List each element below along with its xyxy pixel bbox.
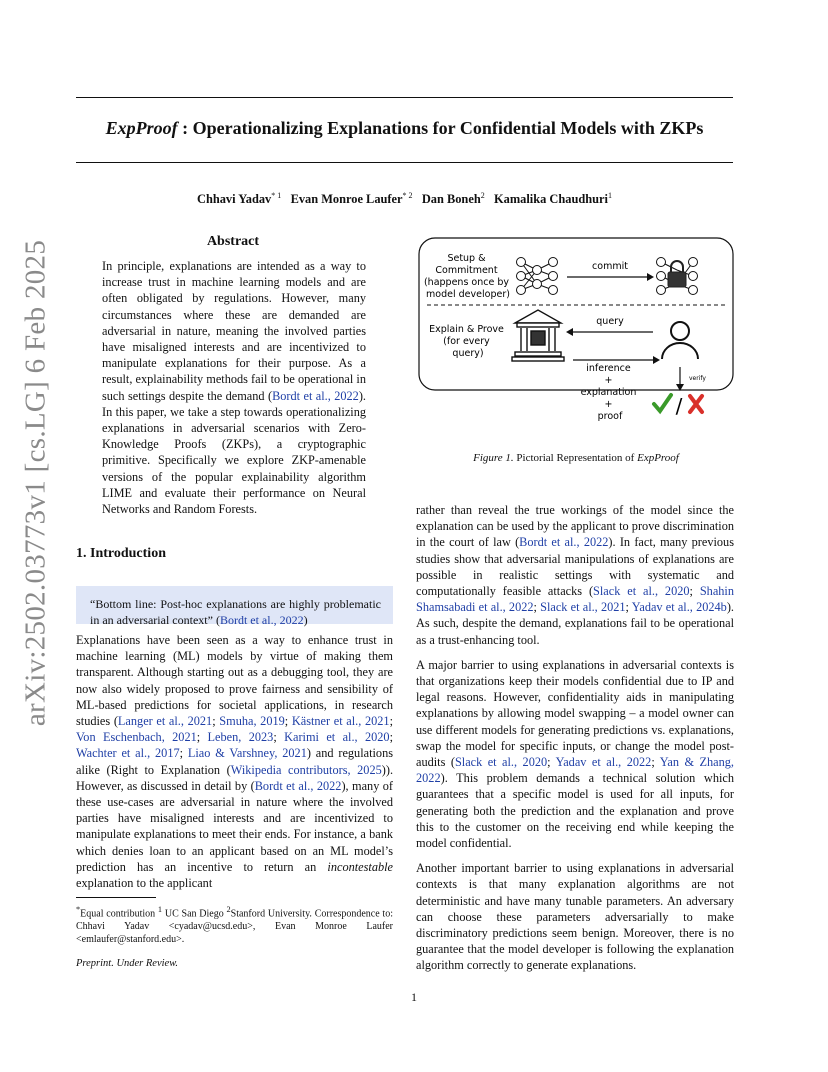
title-italic: ExpProof — [105, 118, 178, 138]
cross-icon — [690, 396, 702, 412]
query-label: query — [596, 316, 624, 327]
author-list — [76, 191, 733, 207]
top-rule — [76, 97, 733, 98]
citation-link[interactable]: Leben, 2023 — [207, 730, 274, 745]
citation-link[interactable]: Bordt et al., 2022 — [272, 388, 359, 403]
abstract-body: In principle, explanations are intended as a way to increase trust in machine learning models and are often obligated by regulations. However, many circumstances where these are demanded are adversarial in nature, meaning the involved parties have misaligned interests and are incentivized to manipulate explanations for their purpose. As a result, explainability methods fail to be operational in such settings despite the demand (Bordt et al., 2022). In this paper, we take a step towards operationalizing explanations in adversarial scenarios with Zero-Knowledge Proofs (ZKPs), a cryptographic primitive. Specifically we explore ZKP-amenable versions of the popular explainability algorithm LIME and evaluate their performance on Neural Networks and Random Forests. — [102, 259, 366, 517]
intro-paragraph: Explanations have been seen as a way to enhance trust in machine learning (ML) models by virtue of making them transparent. Although starting out as a debugging tool, they are now also widely proposed to prove fairness and sensibility of ML-based predictions for societal applications, in research studies (Langer et al., 2021; Smuha, 2019; Kästner et al., 2021; Von Eschenbach, 2021; Leben, 2023; Karimi et al., 2020; Wachter et al., 2017; Liao & Varshney, 2021) and regulations alike (Right to Explanation (Wikipedia contributors, 2025)). However, as discussed in detail by (Bordt et al., 2022), many of these use-cases are adversarial in nature where the involved parties have misaligned interests and are incentivized to manipulate explanations to meet their ends. For instance, a bank which denies loan to an applicant based on an ML model’s prediction has an incentive to return an incontestable explanation to the applicant — [76, 633, 394, 891]
emphasis: incontestable — [327, 859, 393, 874]
setup-label: Setup & Commitment (happens once by model developer) — [423, 253, 510, 300]
right-column-text — [416, 502, 734, 983]
title-rest: : Operationalizing Explanations for Confidential Models with ZKPs — [177, 118, 704, 138]
citation-link[interactable]: Slack et al., 2020 — [593, 584, 690, 599]
intro-paragraph: Another important barrier to using explanations in adversarial contexts is that many explanation algorithms are not deterministic and have many tunable parameters. An adversary can choose these parameters adversarially to make discriminatory predictions seem benign. Moreover, there is no guarantee that the model developer is following the explanation algorithm correctly to generate explanations. — [416, 861, 734, 973]
figure-caption: Figure 1. Pictorial Representation of ExpProof — [473, 452, 679, 464]
commit-arrowhead — [647, 273, 654, 281]
paper-title — [76, 118, 733, 139]
left-column-text — [76, 632, 393, 900]
arxiv-stamp: arXiv:2502.03773v1 [cs.LG] 6 Feb 2025 — [19, 239, 52, 727]
intro-paragraph: rather than reveal the true workings of the model since the explanation can be used by the applicant to prove discrimination in the court of law (Bordt et al., 2022). In fact, many previous studies show that adversarial manipulations of explanations are possible in realistic settings with systematic and computationally feasible attacks (Slack et al., 2020; Shahin Shamsabadi et al., 2022; Slack et al., 2021; Yadav et al., 2024b). As such, despite the demand, explanations fail to be operational as a trust-enhancing tool. — [416, 503, 734, 647]
bank-icon — [512, 310, 564, 361]
query-arrowhead — [566, 328, 573, 336]
response-arrowhead — [653, 356, 660, 364]
quote-box: “Bottom line: Post-hoc explanations are highly problematic in an adversarial context” (Bordt et al., 2022) — [76, 586, 393, 624]
citation-link[interactable]: Bordt et al., 2022 — [219, 612, 304, 627]
citation-link[interactable]: Liao & Varshney, 2021 — [187, 746, 307, 761]
author: Kamalika Chaudhuri$^1$ — [494, 191, 612, 207]
verify-label: verify — [689, 375, 706, 382]
citation-link[interactable]: Karimi et al., 2020 — [284, 730, 390, 745]
citation-link[interactable]: Wachter et al., 2017 — [76, 746, 180, 761]
commit-label: commit — [592, 261, 628, 272]
check-icon — [654, 395, 671, 411]
footnote: *Equal contribution $^1$ UC San Diego $^2$Stanford University. Correspondence to: Chhavi Yadav <cyadav@ucsd.edu>, Evan Monroe Laufer <emlaufer@stanford.edu>. — [76, 905, 393, 946]
citation-link[interactable]: Yadav et al., 2024b — [631, 600, 727, 615]
author: Chhavi Yadav$^{* 1}$ — [197, 191, 282, 207]
citation-link[interactable]: Slack et al., 2020 — [454, 755, 548, 770]
figure-1 — [417, 236, 735, 436]
intro-paragraph: A major barrier to using explanations in adversarial contexts is that organizations keep their models confidential due to IP and legal reasons. However, confidentiality aids in manipulating explanations by allowing model swapping – a model owner can use different models for generating predictions vs. explanations, swap the model for specific inputs, or change the model post-audits (Slack et al., 2020; Yadav et al., 2022; Yan & Zhang, 2022). This problem demands a technical solution which guarantees that a specific model is used for all inputs, for generating both the prediction and the explanation and prove this to the customer on the receiving end while keeping the model confidential. — [416, 657, 734, 851]
response-label: inference + explanation + proof — [580, 363, 637, 422]
title-bottom-rule — [76, 162, 733, 163]
footnote-rule — [76, 897, 156, 898]
citation-link[interactable]: Langer et al., 2021 — [117, 714, 213, 729]
page-number: 1 — [411, 990, 417, 1004]
locked-model-icon — [657, 258, 698, 295]
citation-link[interactable]: Bordt et al., 2022 — [519, 535, 609, 550]
explain-label: Explain & Prove (for every query) — [429, 324, 504, 359]
citation-link[interactable]: Yadav et al., 2022 — [555, 755, 652, 770]
citation-link[interactable]: Shahin Shamsabadi et al., 2022 — [416, 584, 734, 615]
section-heading: 1. Introduction — [76, 546, 166, 561]
neural-net-icon — [517, 258, 558, 295]
user-icon — [662, 322, 698, 359]
abstract-heading: Abstract — [206, 234, 260, 249]
author: Evan Monroe Laufer$^{* 2}$ — [290, 191, 413, 207]
citation-link[interactable]: Von Eschenbach, 2021 — [76, 730, 197, 745]
citation-link[interactable]: Bordt et al., 2022 — [254, 778, 342, 793]
preprint-note: Preprint. Under Review. — [76, 958, 179, 969]
slash-glyph: / — [675, 394, 683, 418]
citation-link[interactable]: Wikipedia contributors, 2025 — [230, 762, 382, 777]
citation-link[interactable]: Kästner et al., 2021 — [291, 714, 390, 729]
citation-link[interactable]: Smuha, 2019 — [219, 714, 285, 729]
citation-link[interactable]: Yan & Zhang, 2022 — [416, 755, 734, 786]
citation-link[interactable]: Slack et al., 2021 — [540, 600, 626, 615]
author: Dan Boneh$^2$ — [421, 191, 485, 207]
figure-diagram — [417, 236, 735, 436]
